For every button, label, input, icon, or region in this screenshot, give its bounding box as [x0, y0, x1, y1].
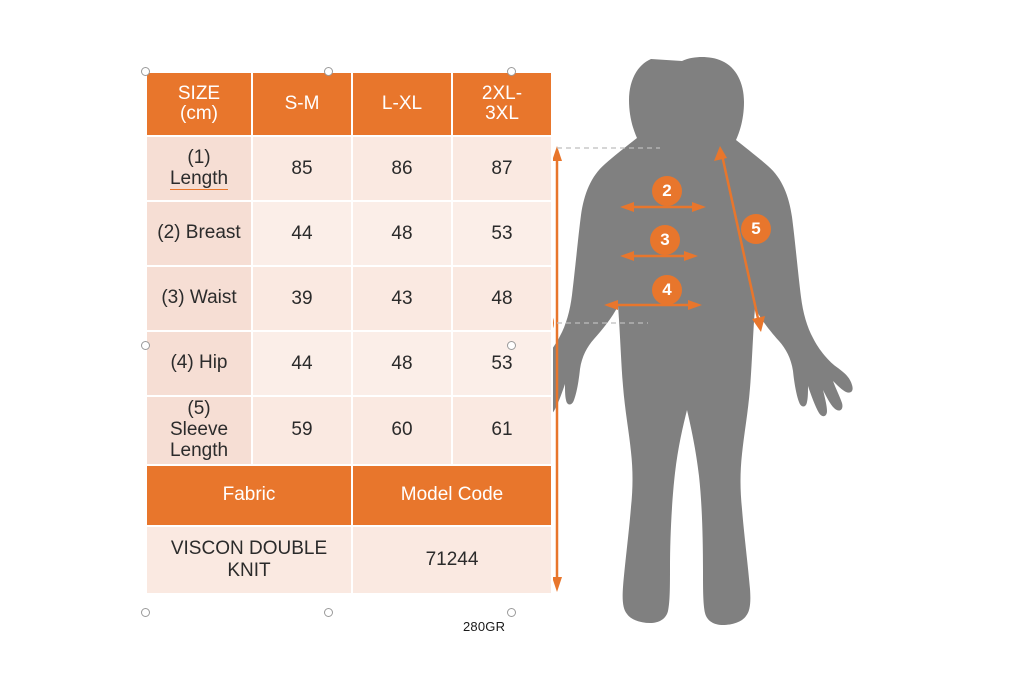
- cell-breast-2xl3xl: 53: [452, 201, 552, 266]
- cell-hip-lxl: 48: [352, 331, 452, 396]
- table-row: [146, 266, 552, 331]
- table-footer-header-row: [146, 465, 552, 526]
- table-row: [146, 136, 552, 201]
- footer-header-model-code: Model Code: [352, 465, 552, 526]
- marker-3: 3: [650, 225, 680, 255]
- selection-handle-top-right[interactable]: [507, 67, 516, 76]
- cell-waist-sm: 39: [252, 266, 352, 331]
- selection-handle-bottom-center[interactable]: [324, 608, 333, 617]
- table-row: [146, 331, 552, 396]
- cell-waist-2xl3xl: 48: [452, 266, 552, 331]
- fabric-weight-note: 280GR: [463, 619, 506, 634]
- selection-handle-middle-right[interactable]: [507, 341, 516, 350]
- cell-length-2xl3xl: 87: [452, 136, 552, 201]
- table-row: [146, 201, 552, 266]
- row-label-waist: (3) Waist: [146, 266, 252, 331]
- header-size-line1: SIZE: [177, 83, 221, 105]
- selection-handle-middle-left[interactable]: [141, 341, 150, 350]
- cell-length-lxl: 86: [352, 136, 452, 201]
- selection-handle-bottom-left[interactable]: [141, 608, 150, 617]
- cell-sleeve-2xl3xl: 61: [452, 396, 552, 465]
- footer-value-fabric: VISCON DOUBLE KNIT: [146, 526, 352, 594]
- header-size: [146, 72, 252, 136]
- selection-handle-bottom-right[interactable]: [507, 608, 516, 617]
- size-chart-table[interactable]: [145, 71, 553, 595]
- row-label-sleeve-length: [146, 396, 252, 465]
- cell-waist-lxl: 43: [352, 266, 452, 331]
- row-label-sleeve-line3: Length: [169, 439, 229, 461]
- table-header-row: [146, 72, 552, 136]
- header-size-sm: S-M: [252, 72, 352, 136]
- header-size-2xl3xl: 2XL- 3XL: [452, 72, 552, 136]
- female-silhouette-icon: [520, 57, 852, 625]
- header-size-lxl: L-XL: [352, 72, 452, 136]
- cell-breast-lxl: 48: [352, 201, 452, 266]
- row-label-length-line1: (1): [187, 146, 211, 168]
- row-label-hip: (4) Hip: [146, 331, 252, 396]
- cell-sleeve-sm: 59: [252, 396, 352, 465]
- row-label-length: [146, 136, 252, 201]
- row-label-sleeve-line2: Sleeve: [169, 418, 229, 440]
- table-row: [146, 396, 552, 465]
- cell-length-sm: 85: [252, 136, 352, 201]
- cell-hip-2xl3xl: 53: [452, 331, 552, 396]
- cell-breast-sm: 44: [252, 201, 352, 266]
- footer-header-fabric: Fabric: [146, 465, 352, 526]
- header-size-line2: (cm): [180, 103, 218, 124]
- marker-5: 5: [741, 214, 771, 244]
- footer-value-model-code: 71244: [352, 526, 552, 594]
- table-footer-value-row: [146, 526, 552, 594]
- selection-handle-top-center[interactable]: [324, 67, 333, 76]
- row-label-breast: (2) Breast: [146, 201, 252, 266]
- marker-4: 4: [652, 275, 682, 305]
- selection-handle-top-left[interactable]: [141, 67, 150, 76]
- cell-hip-sm: 44: [252, 331, 352, 396]
- cell-sleeve-lxl: 60: [352, 396, 452, 465]
- marker-2: 2: [652, 176, 682, 206]
- row-label-sleeve-line1: (5): [187, 398, 211, 419]
- row-label-length-line2: Length: [169, 167, 229, 189]
